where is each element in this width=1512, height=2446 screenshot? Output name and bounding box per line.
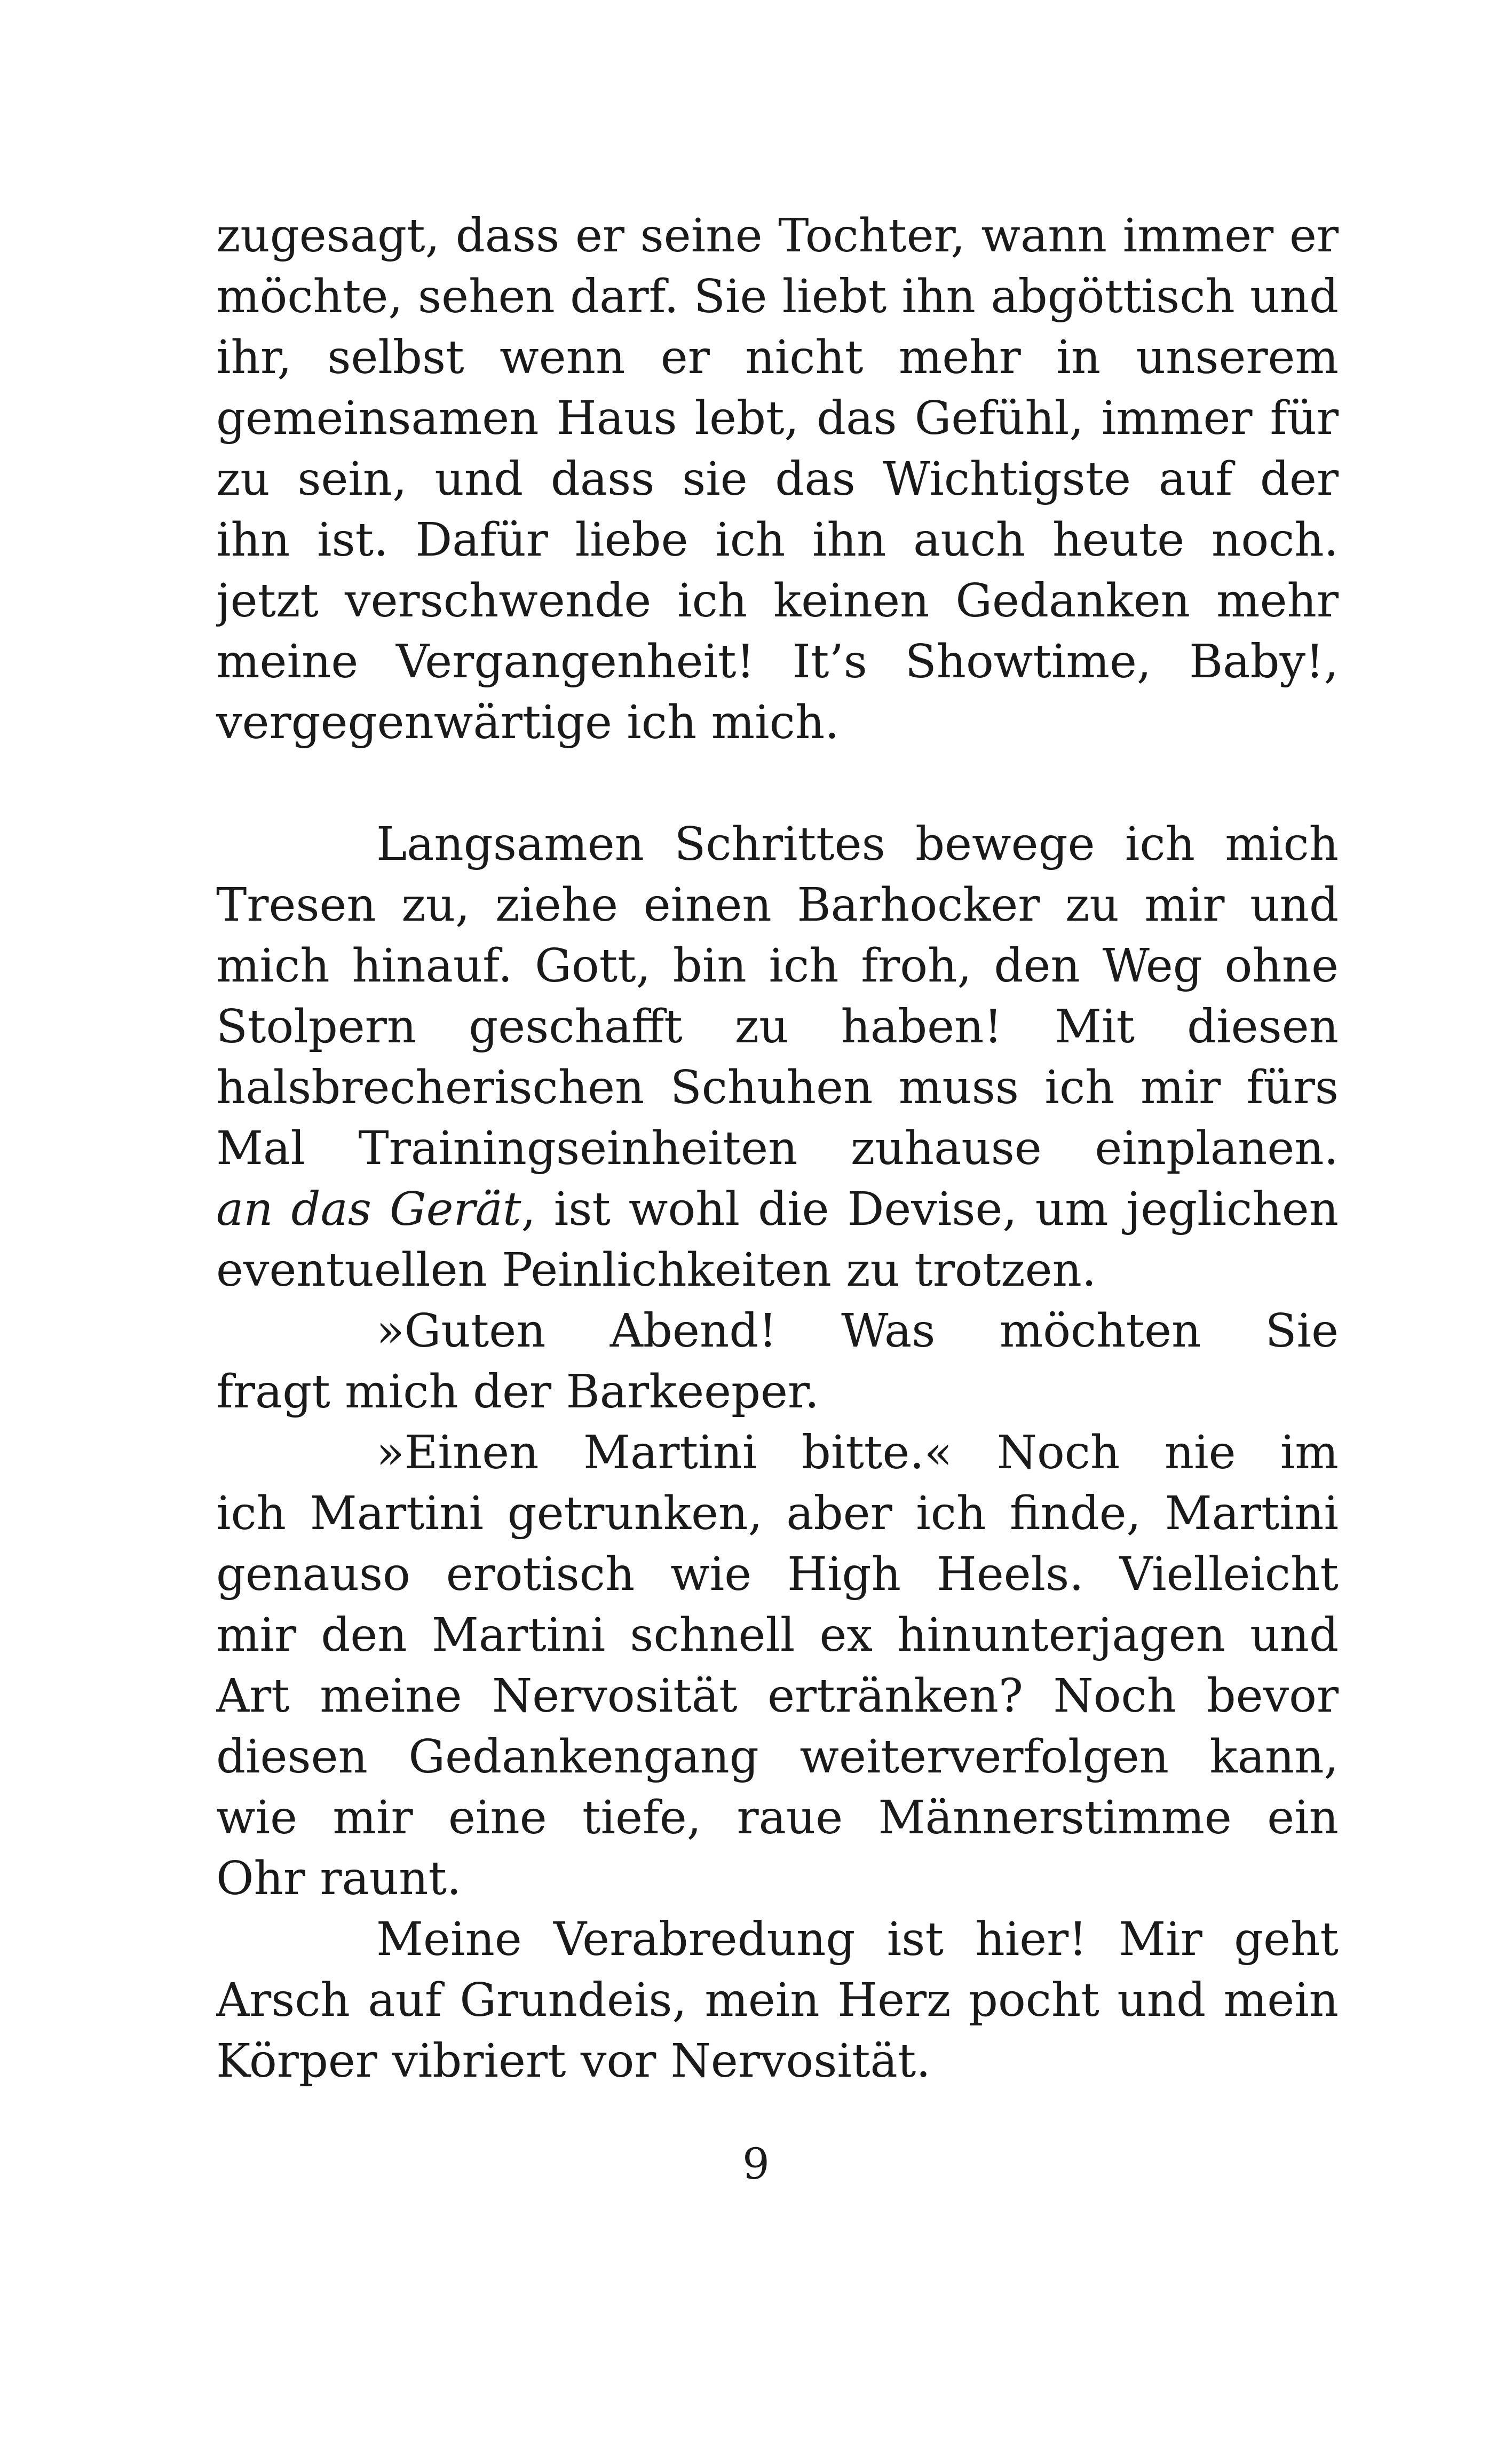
text-line [216, 1179, 1339, 1240]
text-line: Meine Verabredung ist hier! Mir geht [376, 1913, 1339, 1966]
text-line: zugesagt, dass er seine Tochter, wann immer er [216, 209, 1339, 263]
text-line: fragt mich der Barkeeper. [216, 1365, 819, 1419]
text-line: jetzt verschwende ich keinen Gedanken mehr [216, 574, 1339, 628]
page-number: 9 [742, 2139, 770, 2189]
text-line: eventuellen Peinlichkeiten zu trotzen. [216, 1244, 1097, 1297]
text-line: möchte, sehen darf. Sie liebt ihn abgöttisch und [216, 270, 1339, 323]
text-line: genauso erotisch wie High Heels. Vielleicht [216, 1548, 1339, 1601]
text-line: Arsch auf Grundeis, mein Herz pocht und mein [216, 1974, 1339, 2027]
text-line: Tresen zu, ziehe einen Barhocker zu mir und [216, 878, 1339, 932]
italic-phrase: an das Gerät [216, 1183, 521, 1236]
text-line: »Einen Martini bitte.« Noch nie im [376, 1426, 1339, 1479]
text-line: ich Martini getrunken, aber ich finde, Martini [216, 1487, 1339, 1540]
text-line: halsbrecherischen Schuhen muss ich mir fürs [216, 1061, 1339, 1114]
text-line: ihr, selbst wenn er nicht mehr in unserem [216, 331, 1339, 384]
text-line: meine Vergangenheit! It’s Showtime, Baby!, [216, 635, 1339, 688]
body-text [216, 205, 1339, 2092]
text-line: Art meine Nervosität ertränken? Noch bevor [216, 1669, 1339, 1723]
text-line: gemeinsamen Haus lebt, das Gefühl, immer für [216, 392, 1339, 445]
text-line: zu sein, und dass sie das Wichtigste auf der [216, 453, 1339, 506]
text-line: Körper vibriert vor Nervosität. [216, 2035, 931, 2088]
text-line: Ohr raunt. [216, 1852, 462, 1905]
text-segment: Mal Trainingseinheiten zuhause einplanen. [216, 1122, 1339, 1175]
text-line: Stolpern geschafft zu haben! Mit diesen [216, 1000, 1339, 1054]
text-line: »Guten Abend! Was möchten Sie [376, 1304, 1339, 1358]
text-segment: , ist wohl die Devise, um jeglichen [521, 1183, 1339, 1236]
text-line: mich hinauf. Gott, bin ich froh, den Weg ohne [216, 939, 1339, 993]
paragraph-gap [216, 753, 1339, 814]
text-line: wie mir eine tiefe, raue Männerstimme ein [216, 1791, 1339, 1845]
text-line: vergegenwärtige ich mich. [216, 696, 840, 749]
text-line: mir den Martini schnell ex hinunterjagen und [216, 1609, 1339, 1662]
text-line: Langsamen Schrittes bewege ich mich [376, 818, 1339, 871]
text-line: ihn ist. Dafür liebe ich ihn auch heute noch. [216, 513, 1339, 567]
text-line [216, 1118, 1339, 1179]
text-line: diesen Gedankengang weiterverfolgen kann, [216, 1730, 1339, 1784]
